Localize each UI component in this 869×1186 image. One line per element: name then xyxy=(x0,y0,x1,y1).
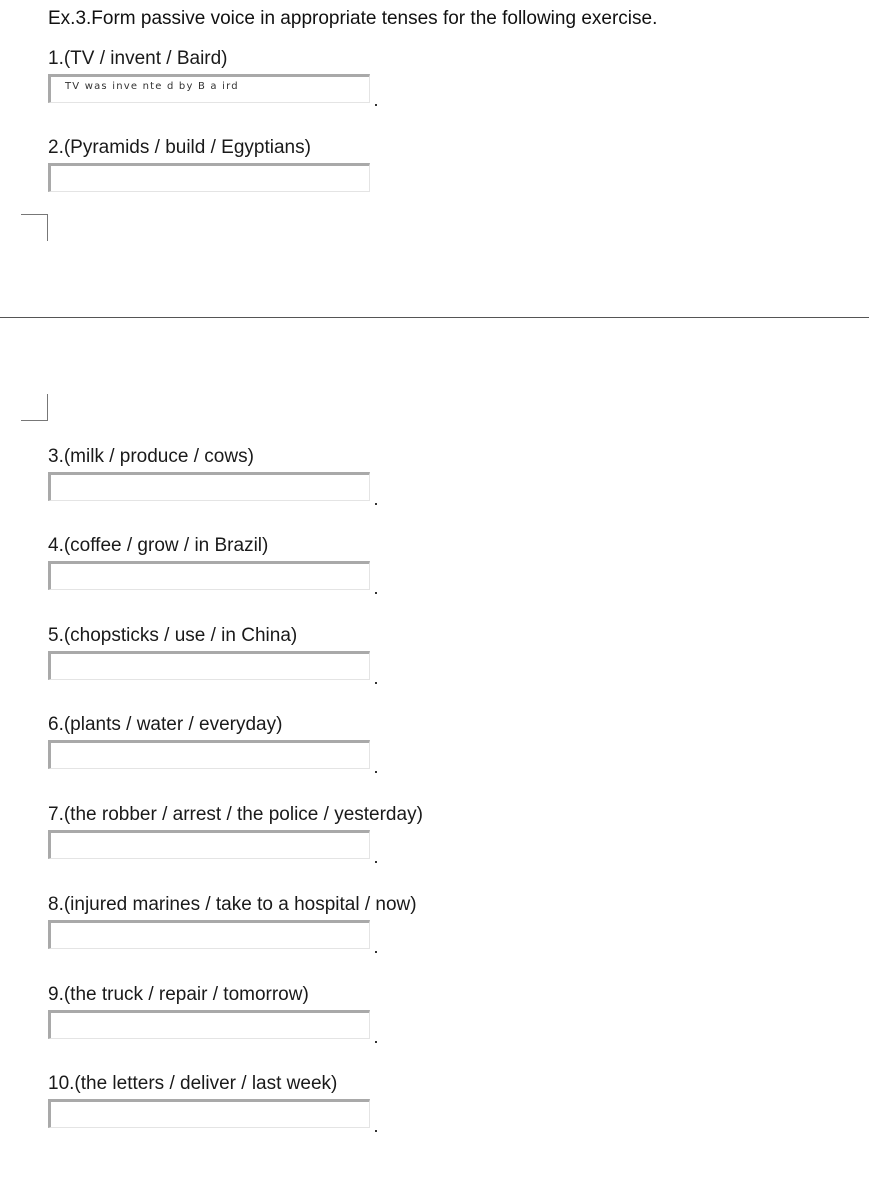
answer-field[interactable] xyxy=(48,1099,370,1128)
question-prompt: 1.(TV / invent / Baird) xyxy=(48,48,228,69)
period-mark xyxy=(375,104,377,106)
answer-field[interactable]: TV was inve nte d by B a ird xyxy=(48,74,370,103)
period-mark xyxy=(375,682,377,684)
question-prompt: 5.(chopsticks / use / in China) xyxy=(48,625,298,646)
answer-field[interactable] xyxy=(48,163,370,192)
question-prompt: 7.(the robber / arrest / the police / yesterday) xyxy=(48,804,423,825)
exercise-title: Ex.3.Form passive voice in appropriate tenses for the following exercise. xyxy=(48,8,658,29)
answer-field[interactable] xyxy=(48,920,370,949)
answer-field[interactable] xyxy=(48,1010,370,1039)
period-mark xyxy=(375,861,377,863)
period-mark xyxy=(375,1041,377,1043)
page-corner-mark-top xyxy=(21,214,48,241)
question-prompt: 2.(Pyramids / build / Egyptians) xyxy=(48,137,311,158)
question-prompt: 10.(the letters / deliver / last week) xyxy=(48,1073,338,1094)
question-prompt: 8.(injured marines / take to a hospital / now) xyxy=(48,894,417,915)
answer-field[interactable] xyxy=(48,830,370,859)
question-prompt: 6.(plants / water / everyday) xyxy=(48,714,283,735)
question-prompt: 4.(coffee / grow / in Brazil) xyxy=(48,535,269,556)
period-mark xyxy=(375,771,377,773)
period-mark xyxy=(375,592,377,594)
page-divider xyxy=(0,317,869,318)
period-mark xyxy=(375,1130,377,1132)
answer-field[interactable] xyxy=(48,472,370,501)
answer-field[interactable] xyxy=(48,740,370,769)
page-corner-mark-bottom xyxy=(21,394,48,421)
period-mark xyxy=(375,951,377,953)
question-prompt: 3.(milk / produce / cows) xyxy=(48,446,254,467)
answer-field[interactable] xyxy=(48,651,370,680)
period-mark xyxy=(375,503,377,505)
answer-field[interactable] xyxy=(48,561,370,590)
question-prompt: 9.(the truck / repair / tomorrow) xyxy=(48,984,309,1005)
